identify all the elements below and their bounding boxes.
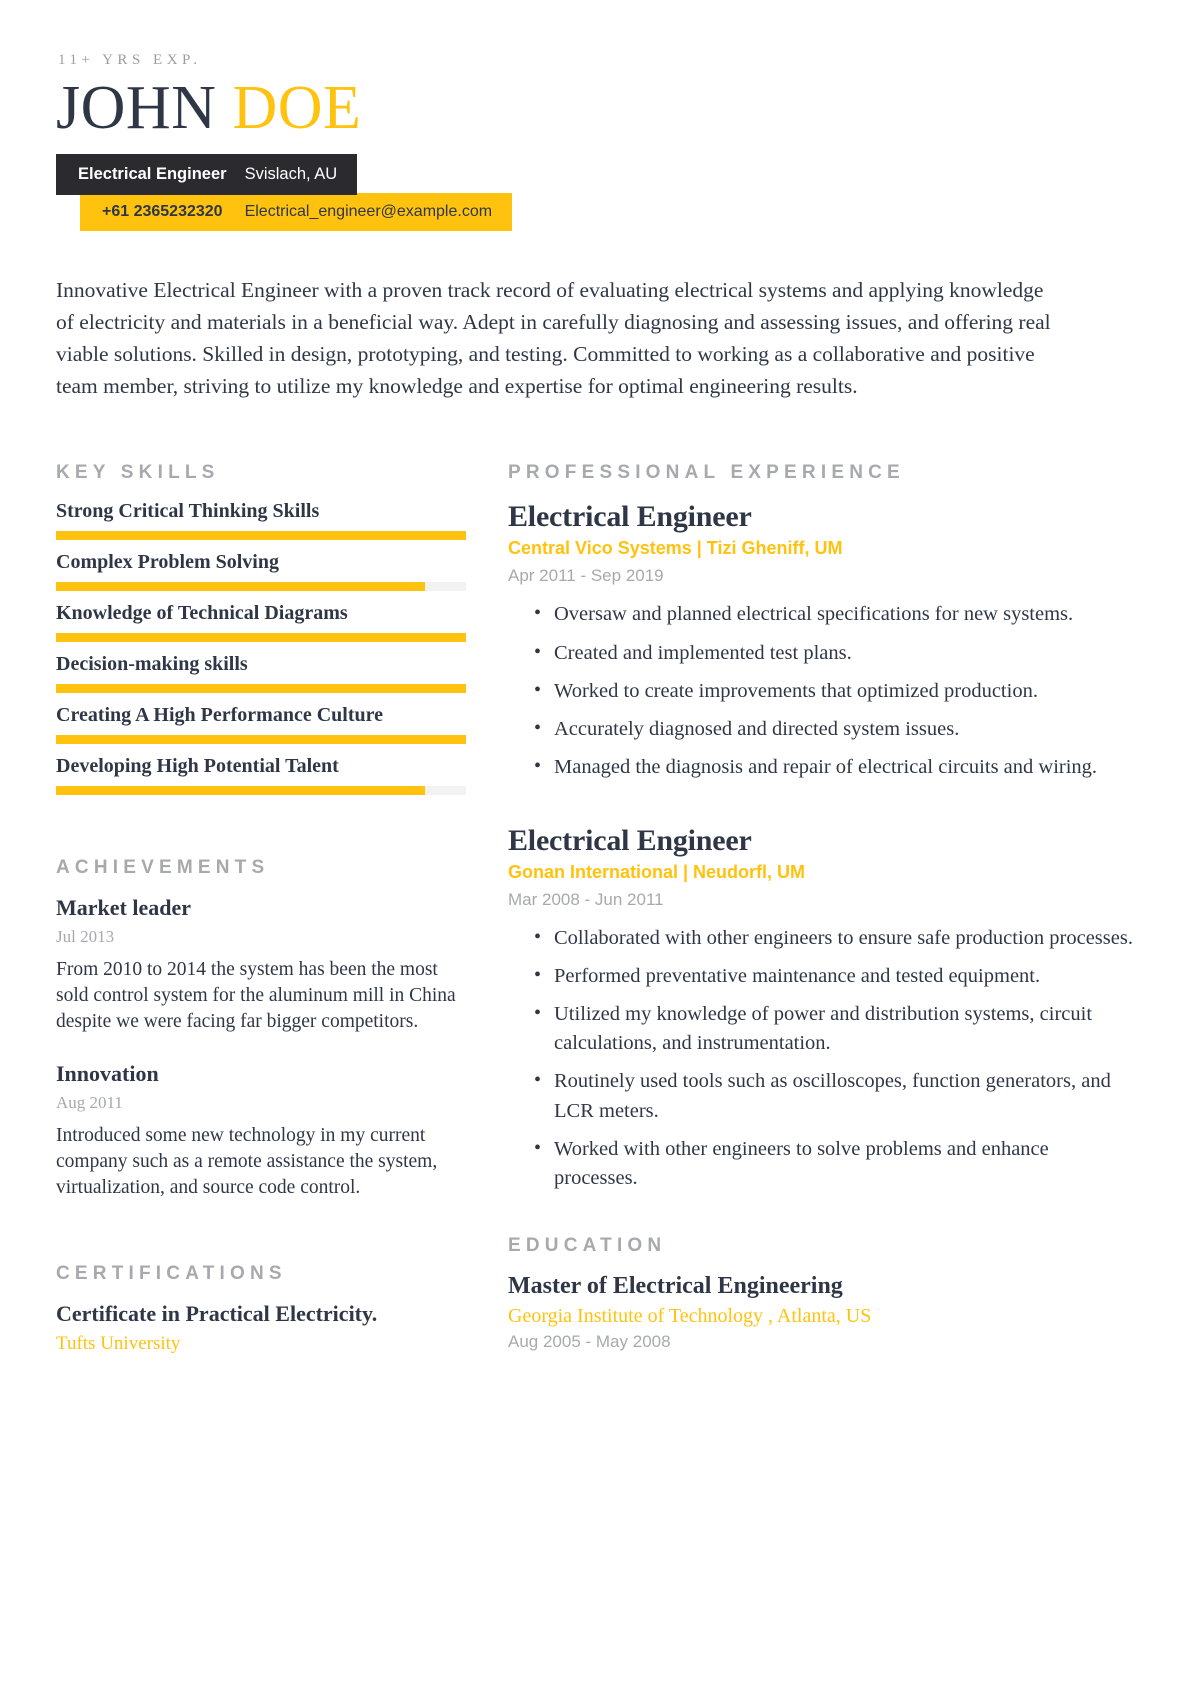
resume-body [56, 462, 1135, 1355]
professional-summary: Innovative Electrical Engineer with a proven track record of evaluating electrical systems and applying knowledge of electricity and materials in a beneficial way. Adept in carefully diagnosing and assessing issues, and offering real viable solutions. Skilled in design, prototyping, and testing. Committed to working as a collaborative and positive team member, striving to utilize my knowledge and expertise for optimal engineering results. [56, 278, 1051, 398]
contact-bars [56, 154, 1135, 231]
skill-item [56, 755, 476, 795]
experience-item [508, 500, 1135, 782]
job-company: Gonan International | Neudorfl, UM [508, 862, 806, 883]
job-bullet: • Routinely used tools such as oscilloscopes, function generators, and LCR meters. [534, 1067, 1135, 1125]
left-column [56, 462, 476, 1355]
education-item [508, 1273, 1135, 1352]
achievement-date: Jul 2013 [56, 927, 115, 947]
contact-info-bar [80, 193, 512, 231]
job-role-label: Electrical Engineer [78, 165, 227, 184]
skill-item [56, 500, 476, 540]
job-bullet: • Worked to create improvements that optimized production. [534, 677, 1135, 706]
skill-progress-track [56, 531, 466, 540]
skill-progress-fill [56, 633, 466, 642]
skill-item [56, 704, 476, 744]
skill-item [56, 653, 476, 693]
first-name: JOHN [56, 74, 217, 142]
section-heading-certifications: CERTIFICATIONS [56, 1263, 287, 1285]
achievement-item [56, 1061, 476, 1201]
achievement-title: Market leader [56, 895, 191, 921]
skill-progress-track [56, 735, 466, 744]
skill-label: Complex Problem Solving [56, 551, 279, 574]
skill-progress-fill [56, 684, 466, 693]
education-list [508, 1273, 1135, 1352]
skill-item [56, 551, 476, 591]
job-title: Electrical Engineer [508, 500, 752, 534]
job-title: Electrical Engineer [508, 824, 752, 858]
skill-progress-track [56, 786, 466, 795]
last-name: DOE [232, 74, 362, 142]
experience-item [508, 824, 1135, 1193]
certification-organization: Tufts University [56, 1333, 181, 1355]
job-bullet: • Performed preventative maintenance and tested equipment. [534, 962, 1135, 991]
education-school: Georgia Institute of Technology , Atlanta, US [508, 1304, 872, 1327]
right-column [508, 462, 1135, 1355]
achievement-description: Introduced some new technology in my current company such as a remote assistance the system, virtualization, and source code control. [56, 1125, 438, 1199]
achievement-date: Aug 2011 [56, 1093, 123, 1113]
skill-label: Strong Critical Thinking Skills [56, 500, 320, 523]
job-bullet: • Worked with other engineers to solve problems and enhance processes. [534, 1135, 1135, 1193]
certification-title: Certificate in Practical Electricity. [56, 1301, 378, 1327]
section-heading-education: EDUCATION [508, 1234, 667, 1256]
skill-progress-track [56, 633, 466, 642]
skill-progress-fill [56, 735, 466, 744]
years-experience-label: 11+ YRS EXP. [58, 52, 202, 68]
job-dates: Apr 2011 - Sep 2019 [508, 566, 664, 586]
skill-label: Decision-making skills [56, 653, 248, 676]
skill-item [56, 602, 476, 642]
section-heading-experience: PROFESSIONAL EXPERIENCE [508, 462, 905, 484]
job-bullet: • Utilized my knowledge of power and distribution systems, circuit calculations, and instrumentation. [534, 1000, 1135, 1058]
skill-label: Creating A High Performance Culture [56, 704, 383, 727]
job-bullet: • Collaborated with other engineers to ensure safe production processes. [534, 924, 1135, 953]
achievement-description: From 2010 to 2014 the system has been the most sold control system for the aluminum mill in China despite we were facing far bigger competitors. [56, 959, 456, 1033]
section-heading-achievements: ACHIEVEMENTS [56, 857, 270, 879]
skill-progress-fill [56, 531, 466, 540]
skill-progress-fill [56, 582, 425, 591]
skill-progress-track [56, 582, 466, 591]
job-bullet-list [508, 924, 1135, 1193]
achievement-title: Innovation [56, 1061, 159, 1087]
job-bullet-list [508, 600, 1135, 782]
skill-progress-track [56, 684, 466, 693]
page-title [56, 74, 1135, 142]
job-bullet: • Accurately diagnosed and directed system issues. [534, 715, 1135, 744]
job-company: Central Vico Systems | Tizi Gheniff, UM [508, 538, 843, 559]
skill-label: Developing High Potential Talent [56, 755, 339, 778]
email-address[interactable]: Electrical_engineer@example.com [244, 203, 493, 221]
resume-header [56, 52, 1135, 231]
job-bullet: • Oversaw and planned electrical specifications for new systems. [534, 600, 1135, 629]
role-location-bar [56, 154, 357, 195]
section-heading-key-skills: KEY SKILLS [56, 462, 220, 484]
skill-progress-fill [56, 786, 425, 795]
key-skills-list [56, 500, 476, 795]
certifications-list [56, 1301, 476, 1355]
education-dates: Aug 2005 - May 2008 [508, 1331, 671, 1351]
certification-item [56, 1301, 476, 1355]
achievement-item [56, 895, 476, 1035]
achievements-list [56, 895, 476, 1201]
education-degree: Master of Electrical Engineering [508, 1272, 843, 1299]
location-label: Svislach, AU [244, 165, 338, 184]
phone-number[interactable]: +61 2365232320 [102, 203, 223, 221]
job-dates: Mar 2008 - Jun 2011 [508, 890, 664, 910]
skill-label: Knowledge of Technical Diagrams [56, 602, 348, 625]
job-bullet: • Managed the diagnosis and repair of electrical circuits and wiring. [534, 753, 1135, 782]
job-bullet: • Created and implemented test plans. [534, 639, 1135, 668]
